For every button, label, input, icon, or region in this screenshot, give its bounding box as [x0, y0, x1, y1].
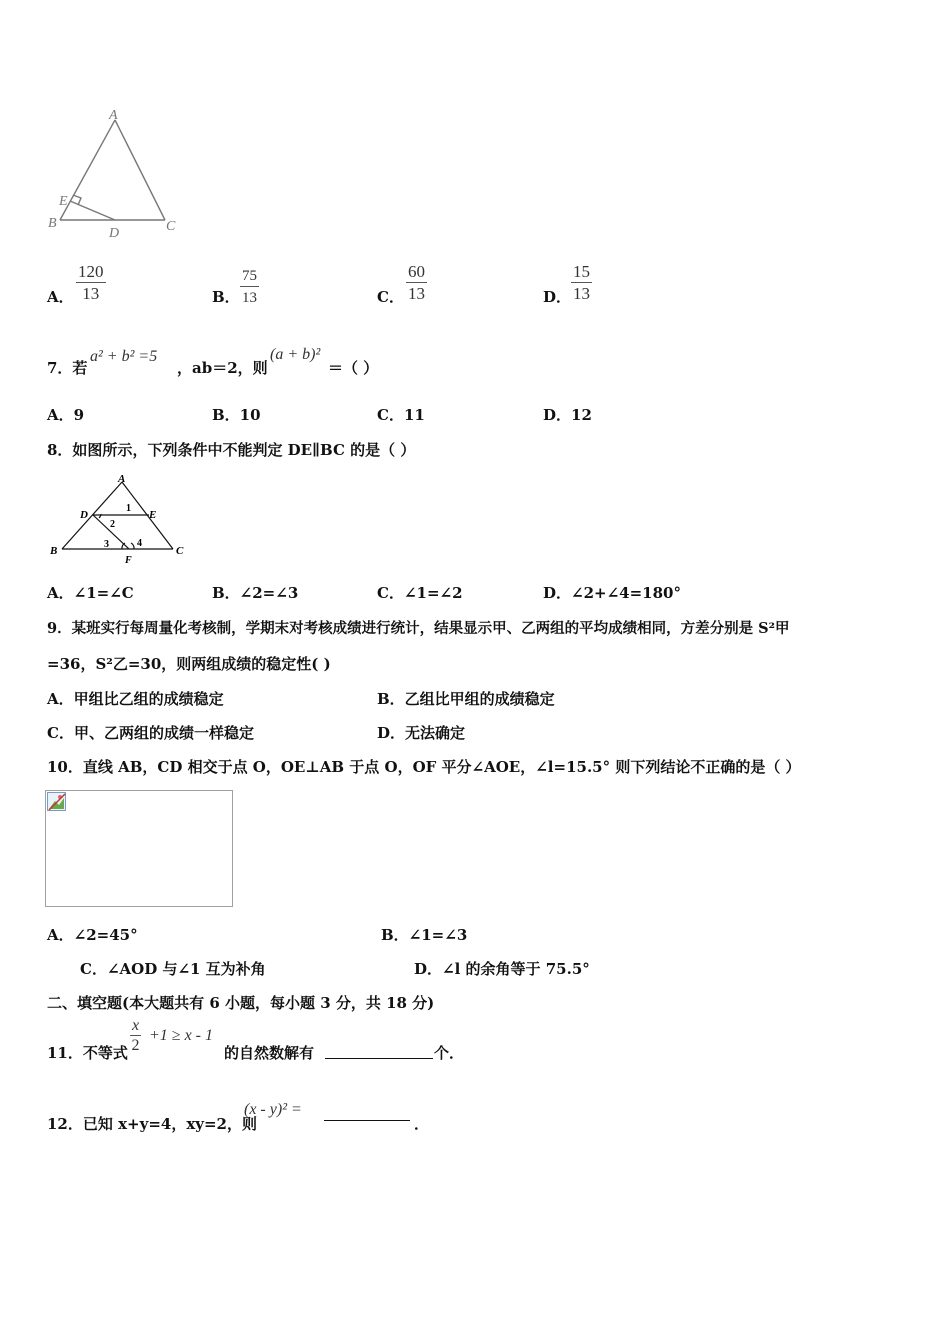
- triangle-figure-q6: [45, 105, 195, 245]
- q12-expression: (x - y)² =: [244, 1101, 302, 1118]
- q10-option-a: A．∠2=45°: [47, 926, 138, 944]
- q6-option-a-fraction: [76, 262, 106, 305]
- q6-option-a-den: 13: [82, 284, 100, 303]
- label-C: C: [176, 545, 184, 557]
- label-F: F: [125, 555, 132, 566]
- q7-option-b: B．10: [212, 406, 261, 424]
- q6-option-c-num: 60: [408, 262, 425, 281]
- q7-option-c: C．11: [377, 406, 425, 424]
- q12-prefix: 12．已知 x+y=4，xy=2，则: [47, 1115, 257, 1133]
- label-2: 2: [110, 519, 115, 530]
- label-B: B: [50, 545, 58, 557]
- q8-option-c: C．∠1=∠2: [377, 584, 463, 602]
- q12-suffix: ．: [414, 1115, 430, 1133]
- label-D: D: [80, 509, 88, 521]
- q6-option-b-fraction: [240, 266, 259, 309]
- q11-inequality: +1 ≥ x - 1: [149, 1027, 214, 1044]
- q6-option-c-den: 13: [408, 284, 425, 303]
- q6-option-b-label: B．: [212, 288, 240, 306]
- label-D: D: [109, 226, 120, 241]
- q8-option-a: A．∠1=∠C: [47, 584, 134, 602]
- q9-question-line-1: 9．某班实行每周量化考核制，学期末对考核成绩进行统计，结果显示甲、乙两组的平均成绩相同，方差分别是 S²甲: [47, 620, 790, 637]
- q6-option-a-label: A．: [47, 288, 74, 306]
- q7-prefix: 7．若: [47, 359, 88, 377]
- q7-option-d: D．12: [543, 406, 592, 424]
- q6-option-a-num: 120: [78, 262, 104, 281]
- label-1: 1: [126, 503, 131, 514]
- label-C: C: [166, 219, 176, 234]
- q6-option-c-label: C．: [377, 288, 404, 306]
- q9-option-a: A．甲组比乙组的成绩稳定: [47, 690, 224, 708]
- q8-option-d: D．∠2+∠4=180°: [543, 584, 681, 602]
- q12-answer-blank[interactable]: [324, 1106, 410, 1121]
- q7-equation-1: a² + b² =5: [90, 348, 158, 365]
- label-E: E: [59, 194, 68, 209]
- q10-option-c: C．∠AOD 与∠1 互为补角: [80, 960, 266, 978]
- q7-equation-2: (a + b)²: [270, 346, 321, 363]
- label-4: 4: [137, 538, 142, 549]
- q6-option-c-fraction: [406, 262, 427, 305]
- q6-option-b-num: 75: [240, 266, 259, 287]
- q10-option-d: D．∠l 的余角等于 75.5°: [414, 960, 590, 978]
- q10-option-b: B．∠1=∠3: [381, 926, 468, 944]
- triangle-figure-q8: [45, 470, 195, 570]
- broken-image-icon: [47, 792, 67, 812]
- q6-option-d-num: 15: [573, 262, 590, 281]
- q11-answer-blank[interactable]: [325, 1042, 433, 1059]
- q9-option-d: D．无法确定: [377, 724, 466, 742]
- q11-mid: 的自然数解有: [224, 1044, 315, 1062]
- q8-question: 8．如图所示，下列条件中不能判定 DE∥BC 的是（ ）: [47, 441, 416, 459]
- broken-image-placeholder: [45, 790, 233, 907]
- label-E: E: [149, 509, 157, 521]
- q6-option-d-den: 13: [573, 284, 590, 303]
- section-2-title: 二、填空题(本大题共有 6 小题，每小题 3 分，共 18 分): [47, 994, 435, 1012]
- q11-prefix: 11．不等式: [47, 1044, 128, 1062]
- q11-frac-den: 2: [131, 1037, 140, 1054]
- q9-option-c: C．甲、乙两组的成绩一样稳定: [47, 724, 254, 742]
- q9-option-b: B．乙组比甲组的成绩稳定: [377, 690, 555, 708]
- label-A: A: [109, 108, 118, 123]
- q6-option-d-label: D．: [543, 288, 572, 306]
- q10-question: 10．直线 AB，CD 相交于点 O，OE⊥AB 于点 O，OF 平分∠AOE，∠l=15.5° 则下列结论不正确的是（ ）: [47, 758, 801, 776]
- label-A: A: [118, 473, 126, 485]
- q11-fraction: [130, 1017, 141, 1056]
- label-B: B: [48, 216, 57, 231]
- q6-option-d-fraction: [571, 262, 592, 305]
- q8-option-b: B．∠2=∠3: [212, 584, 299, 602]
- label-3: 3: [104, 539, 109, 550]
- q7-option-a: A．9: [47, 406, 85, 424]
- q11-frac-num: x: [132, 1017, 140, 1034]
- q9-question-line-2: =36，S²乙=30，则两组成绩的稳定性( ): [47, 655, 331, 673]
- q6-option-b-den: 13: [242, 290, 257, 306]
- q7-mid: ，ab＝2，则: [177, 359, 268, 377]
- q7-suffix: ＝（ ）: [328, 359, 379, 377]
- q11-suffix: 个．: [434, 1044, 465, 1062]
